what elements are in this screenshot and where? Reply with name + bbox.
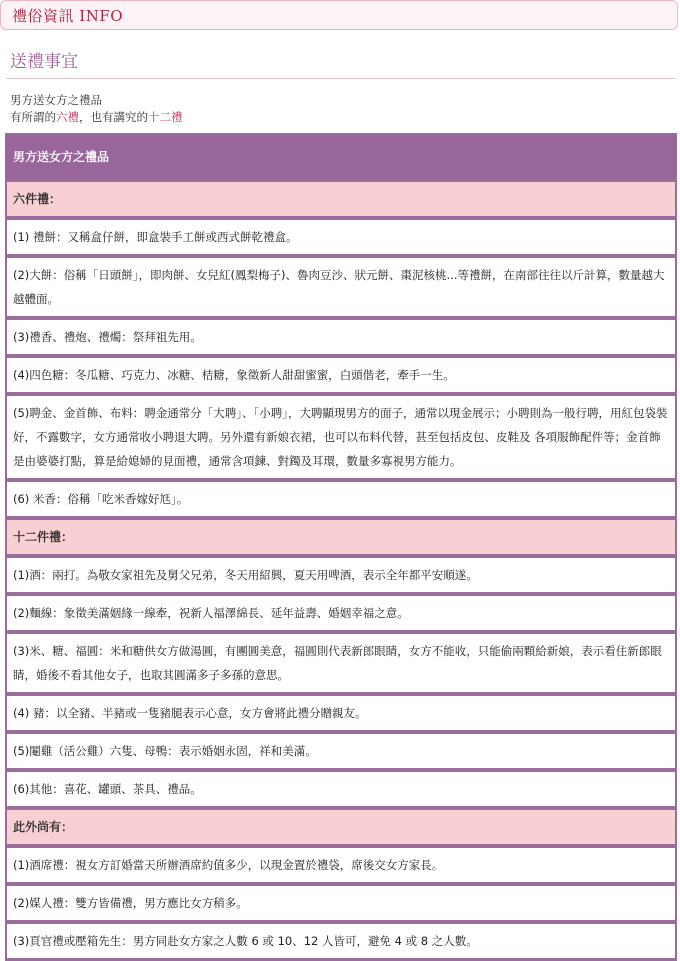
category-six-gifts: 六件禮： bbox=[6, 181, 676, 217]
table-row: (3)米、糖、福圓：米和糖供女方做湯圓，有團圓美意，福圓則代表新郎眼睛，女方不能收，只能偷兩顆給新娘，表示看住新郎眼睛，婚後不看其他女子，也取其圓滿多子多孫的意思。 bbox=[6, 633, 676, 693]
twelve-gifts-highlight: 十二禮 bbox=[148, 110, 183, 124]
header-title: 禮俗資訊 INFO bbox=[12, 7, 124, 25]
table-row: (4)四色糖：冬瓜糖、巧克力、冰糖、桔糖，象徵新人甜甜蜜蜜，白頭偕老，牽手一生。 bbox=[6, 357, 676, 393]
table-row: (3)禮香、禮炮、禮燭：祭拜祖先用。 bbox=[6, 319, 676, 355]
table-row: (2)媒人禮：雙方皆備禮，男方應比女方稍多。 bbox=[6, 885, 676, 921]
category-twelve-gifts: 十二件禮： bbox=[6, 519, 676, 555]
intro-line-2 bbox=[10, 109, 183, 126]
table-row: (6) 米香：俗稱「吃米香嫁好尪」。 bbox=[6, 481, 676, 517]
table-row: (5)聘金、金首飾、布料：聘金通常分「大聘」、「小聘」，大聘顯現男方的面子，通常以現金展示；小聘則為一般行聘，用紅包袋裝好，不露數字，女方通常收小聘退大聘。另外還有新娘衣裙，也可以布料代替，甚至包括皮包、皮鞋及 各項服飾配件等；金首飾是由婆婆打點，算是給媳婦的見面禮，通常含項鍊、對鐲及耳環，數量多寡視男方能力。 bbox=[6, 395, 676, 479]
intro-text bbox=[10, 92, 183, 126]
header-bar bbox=[0, 0, 678, 30]
table-row: (5)閹雞（活公雞）六隻、母鴨：表示婚姻永固，祥和美滿。 bbox=[6, 733, 676, 769]
table-row: (1)酒：兩打。為敬女家祖先及舅父兄弟，冬天用紹興，夏天用啤酒，表示全年都平安順遂。 bbox=[6, 557, 676, 593]
gift-table bbox=[5, 133, 677, 961]
table-row: (3)頁官禮或壓箱先生：男方同赴女方家之人數 6 或 10、12 人皆可，避免 4 或 8 之人數。 bbox=[6, 923, 676, 959]
table-row: (6)其他：喜花、罐頭、茶具、禮品。 bbox=[6, 771, 676, 807]
table-row: (1) 禮餅：又稱盒仔餅，即盒裝手工餅或西式餅乾禮盒。 bbox=[6, 219, 676, 255]
table-header: 男方送女方之禮品 bbox=[6, 135, 676, 179]
page-title: 送禮事宜 bbox=[10, 52, 78, 72]
table-row: (4) 豬：以全豬、半豬或一隻豬腿表示心意，女方會將此禮分贈親友。 bbox=[6, 695, 676, 731]
table-row: (1)酒席禮：視女方訂婚當天所辦酒席約值多少，以現金置於禮袋，席後交女方家長。 bbox=[6, 847, 676, 883]
intro-line-2-start: 有所謂的 bbox=[10, 110, 56, 124]
intro-line-1: 男方送女方之禮品 bbox=[10, 93, 102, 107]
intro-line-2-middle: ，也有講究的 bbox=[79, 110, 148, 124]
table-row: (2)麵線：象徵美滿姻緣一線牽，祝新人福澤綿長、延年益壽、婚姻幸福之意。 bbox=[6, 595, 676, 631]
category-additional-gifts: 此外尚有： bbox=[6, 809, 676, 845]
title-divider bbox=[6, 78, 676, 79]
six-gifts-highlight: 六禮 bbox=[56, 110, 79, 124]
table-row: (2)大餅：俗稱「日頭餅」，即肉餅、女兒紅(鳳梨梅子)、魯肉豆沙、狀元餅、棗泥核桃...等禮餅，在南部往往以斤計算，數量越大越體面。 bbox=[6, 257, 676, 317]
